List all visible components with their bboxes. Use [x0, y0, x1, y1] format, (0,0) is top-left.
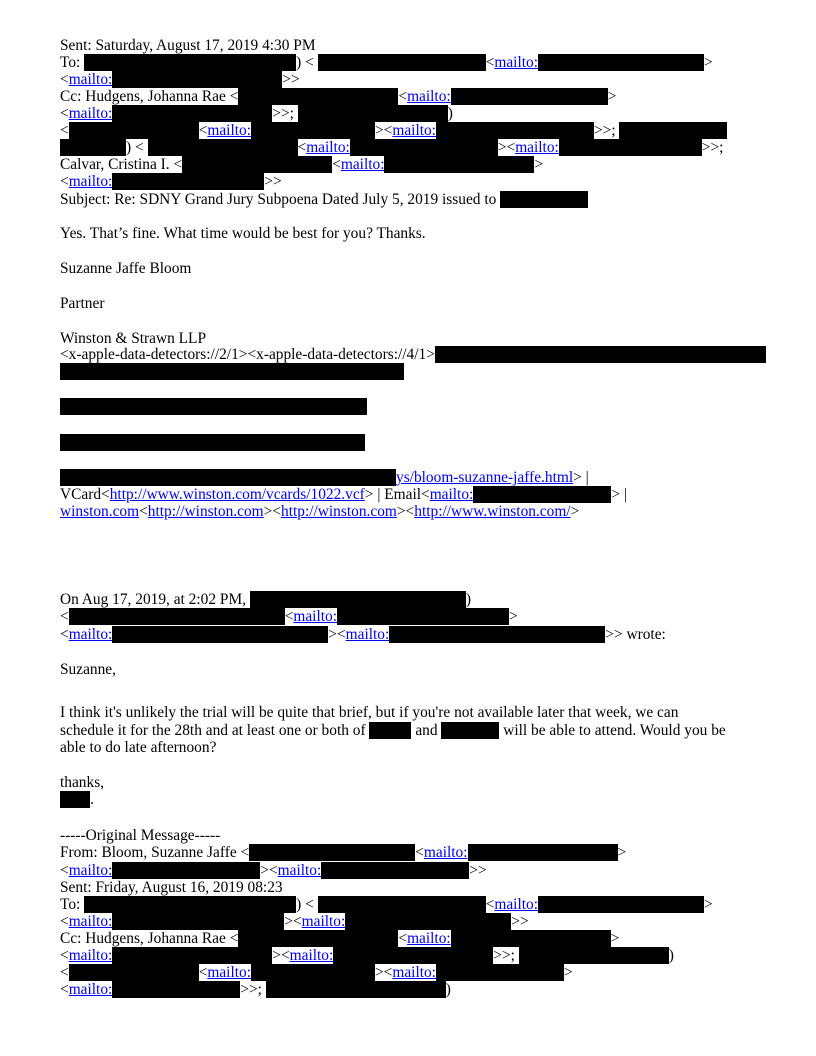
mailto-link[interactable]: mailto: — [68, 71, 113, 88]
original-to: To: ) < <mailto: > — [60, 896, 713, 913]
redaction — [337, 608, 509, 625]
quote-signoff: . — [60, 791, 94, 808]
mailto-link[interactable]: mailto: — [392, 964, 436, 981]
mailto-link[interactable]: mailto: — [68, 947, 113, 964]
redaction — [266, 981, 446, 998]
redaction — [238, 930, 398, 947]
redaction — [369, 722, 411, 739]
fax-line — [60, 434, 365, 451]
winston-link[interactable]: http://winston.com — [281, 503, 397, 520]
website-line: winston.com<http://winston.com><http://winston.com><http://www.winston.com/> — [60, 503, 580, 520]
redaction — [182, 156, 332, 173]
redaction — [389, 626, 605, 643]
redaction — [69, 122, 199, 139]
to-line-2: <mailto: >> — [60, 71, 300, 88]
mailto-link[interactable]: mailto: — [494, 54, 538, 71]
redaction — [384, 156, 534, 173]
original-cc-2: <mailto: ><mailto: >>; ) — [60, 947, 674, 964]
mailto-link[interactable]: mailto: — [68, 862, 113, 879]
redaction — [345, 913, 511, 930]
mailto-link[interactable]: mailto: — [423, 844, 468, 861]
redaction — [60, 791, 90, 808]
firm-name: Winston & Strawn LLP — [60, 330, 207, 347]
mailto-link[interactable]: mailto: — [407, 930, 451, 947]
original-from-2: <mailto: ><mailto: >> — [60, 862, 487, 879]
redaction — [519, 947, 669, 964]
redaction — [436, 964, 564, 981]
mailto-link[interactable]: mailto: — [340, 156, 385, 173]
mailto-link[interactable]: mailto: — [68, 981, 113, 998]
redaction — [249, 844, 415, 861]
redaction — [69, 964, 199, 981]
to-line: To: ) < <mailto: > — [60, 54, 713, 71]
original-sent: Sent: Friday, August 16, 2019 08:23 — [60, 879, 283, 896]
redaction — [451, 88, 608, 105]
quote-body-1: I think it's unlikely the trial will be quite that brief, but if you're not available later that week, we can — [60, 704, 679, 721]
redaction — [441, 722, 499, 739]
winston-link[interactable]: http://winston.com — [147, 503, 264, 520]
redaction — [538, 896, 704, 913]
redaction — [112, 173, 264, 190]
mailto-link[interactable]: mailto: — [407, 88, 451, 105]
redaction — [318, 896, 486, 913]
quote-body-3: able to do late afternoon? — [60, 739, 217, 756]
mailto-link[interactable]: mailto: — [289, 947, 334, 964]
redaction — [251, 964, 375, 981]
mailto-link[interactable]: mailto: — [293, 608, 337, 625]
redaction — [500, 191, 588, 208]
redaction — [538, 54, 704, 71]
profile-link[interactable]: ys/bloom-suzanne-jaffe.html — [396, 469, 574, 486]
redaction — [60, 363, 404, 380]
redaction — [473, 486, 611, 503]
original-from: From: Bloom, Suzanne Jaffe < <mailto: > — [60, 844, 627, 861]
address-line — [60, 363, 404, 380]
cc-line-4: ) < <mailto: ><mailto: >>; — [60, 139, 723, 156]
cc-line-6: <mailto: >> — [60, 173, 282, 190]
quote-salutation: Suzanne, — [60, 661, 116, 678]
cc-line-3: < <mailto: ><mailto: >>; — [60, 122, 727, 139]
redaction — [84, 54, 296, 71]
mailto-link[interactable]: mailto: — [207, 964, 251, 981]
phone-line — [60, 398, 367, 415]
redaction — [250, 591, 466, 608]
redaction — [60, 469, 396, 486]
vcard-link[interactable]: http://www.winston.com/vcards/1022.vcf — [109, 486, 365, 503]
redaction — [318, 54, 486, 71]
mailto-link[interactable]: mailto: — [277, 862, 322, 879]
redaction — [468, 844, 618, 861]
mailto-link[interactable]: mailto: — [301, 913, 346, 930]
sent-line: Sent: Saturday, August 17, 2019 4:30 PM — [60, 37, 316, 54]
redaction — [333, 947, 493, 964]
quote-sender-line: < <mailto: > — [60, 608, 518, 625]
apple-detectors-line: <x-apple-data-detectors://2/1><x-apple-data-detectors://4/1> — [60, 346, 766, 363]
original-cc-3: < <mailto: ><mailto: > — [60, 964, 573, 981]
reply-message: Yes. That’s fine. What time would be best for you? Thanks. — [60, 225, 426, 242]
redaction — [451, 930, 611, 947]
mailto-link[interactable]: mailto: — [429, 486, 474, 503]
original-cc-4: <mailto: >>; ) — [60, 981, 451, 998]
redaction — [251, 122, 375, 139]
vcard-line: VCard<http://www.winston.com/vcards/1022.vcf> | Email<mailto: > | — [60, 486, 627, 503]
quote-sender-line-2: <mailto: ><mailto: >> wrote: — [60, 626, 666, 643]
mailto-link[interactable]: mailto: — [68, 626, 113, 643]
redaction — [559, 139, 702, 156]
redaction — [112, 71, 282, 88]
mailto-link[interactable]: mailto: — [68, 173, 113, 190]
redaction — [60, 434, 365, 451]
redaction — [148, 139, 298, 156]
redaction — [60, 398, 367, 415]
redaction — [350, 139, 498, 156]
subject-line: Subject: Re: SDNY Grand Jury Subpoena Dated July 5, 2019 issued to — [60, 191, 588, 208]
quote-closing: thanks, — [60, 774, 105, 791]
mailto-link[interactable]: mailto: — [345, 626, 390, 643]
redaction — [112, 913, 284, 930]
redaction — [298, 105, 448, 122]
redaction — [112, 105, 272, 122]
redaction — [112, 981, 240, 998]
mailto-link[interactable]: mailto: — [306, 139, 350, 156]
mailto-link[interactable]: mailto: — [515, 139, 559, 156]
redaction — [84, 896, 296, 913]
redaction — [435, 346, 766, 363]
redaction — [60, 139, 126, 156]
quote-body-2: schedule it for the 28th and at least one or both of and will be able to attend. Would you be — [60, 722, 726, 739]
redaction — [321, 862, 469, 879]
original-cc: Cc: Hudgens, Johanna Rae < <mailto: > — [60, 930, 620, 947]
winston-link[interactable]: winston.com — [60, 503, 140, 520]
redaction — [619, 122, 727, 139]
winston-link[interactable]: http://www.winston.com/ — [414, 503, 571, 520]
cc-line: Cc: Hudgens, Johanna Rae < <mailto: > — [60, 88, 617, 105]
redaction — [436, 122, 594, 139]
mailto-link[interactable]: mailto: — [494, 896, 538, 913]
signature-name: Suzanne Jaffe Bloom — [60, 260, 192, 277]
redaction — [112, 947, 272, 964]
mailto-link[interactable]: mailto: — [68, 105, 113, 122]
profile-line: ys/bloom-suzanne-jaffe.html> | — [60, 469, 589, 486]
redaction — [69, 608, 285, 625]
redaction — [112, 626, 328, 643]
original-divider: -----Original Message----- — [60, 827, 221, 844]
mailto-link[interactable]: mailto: — [392, 122, 436, 139]
mailto-link[interactable]: mailto: — [207, 122, 251, 139]
cc-line-2: <mailto: >>; ) — [60, 105, 453, 122]
original-to-2: <mailto: ><mailto: >> — [60, 913, 529, 930]
redaction — [112, 862, 260, 879]
redaction — [238, 88, 398, 105]
mailto-link[interactable]: mailto: — [68, 913, 113, 930]
cc-line-5: Calvar, Cristina I. < <mailto: > — [60, 156, 544, 173]
signature-title: Partner — [60, 295, 105, 312]
quote-intro: On Aug 17, 2019, at 2:02 PM, ) — [60, 591, 471, 608]
